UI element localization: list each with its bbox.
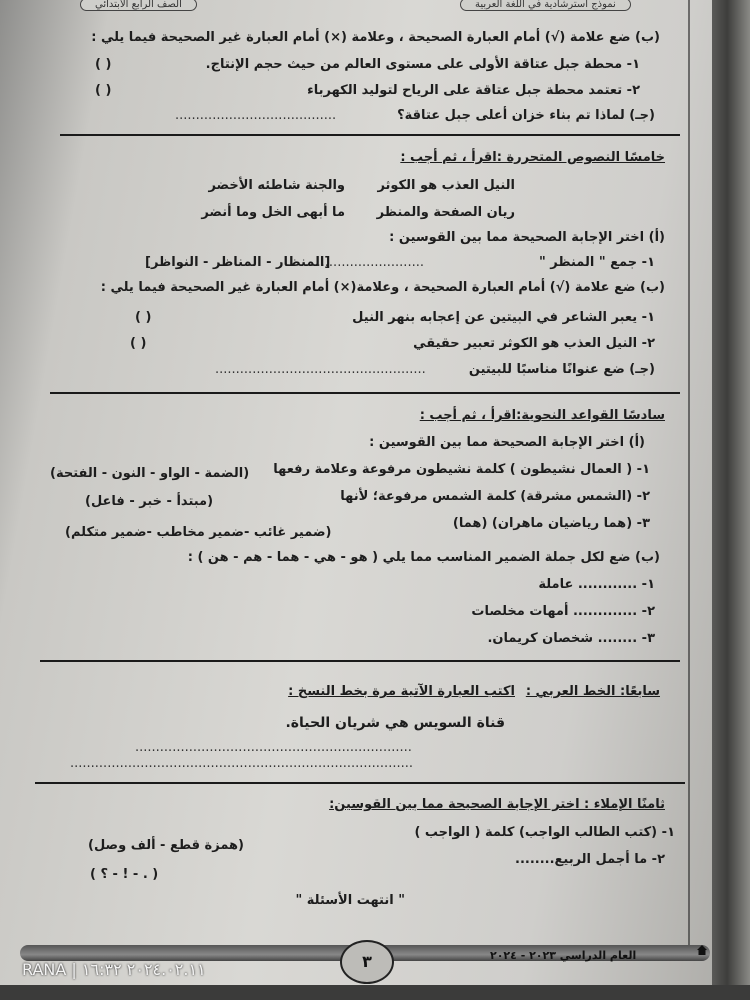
answer-dots: .............................. xyxy=(300,255,424,270)
header-grade-label: الصف الرابع الابتدائي xyxy=(80,0,197,11)
section5-b-item-1: ١- يعبر الشاعر في البيتين عن إعجابه بنهر النيل xyxy=(352,310,655,325)
section5-c: (جـ) ضع عنوانًا مناسبًا للبيتين xyxy=(468,362,655,377)
section8-title: ثامنًا الإملاء : اختر الإجابة الصحيحة مما بين القوسين: xyxy=(329,797,665,812)
section5-b-item-2: ٢- النيل العذب هو الكوثر تعبير حقيقي xyxy=(413,336,655,351)
poem-line-1-left: والجنة شاطئه الأخضر xyxy=(208,178,345,193)
section-divider xyxy=(35,782,685,784)
section-b1-title: (ب) ضع علامة (√) أمام العبارة الصحيحة ، وعلامة (×) أمام العبارة غير الصحيحة فيما يلي : xyxy=(91,30,660,45)
home-icon xyxy=(696,944,708,956)
writing-line: ................................................................................... xyxy=(70,756,413,771)
bottom-strip xyxy=(0,985,750,1000)
section6-b-item-3: ٣- ........ شخصان كريمان. xyxy=(487,631,655,646)
section6-a-item-1: ١- ( العمال نشيطون ) كلمة نشيطون مرفوعة وعلامة رفعها xyxy=(273,462,650,477)
section6-a-item-3: ٣- (هما رياضيان ماهران) (هما) xyxy=(452,516,650,531)
camera-watermark: RANA | ٢٠٢٤.٠٢.١١ ١٦:٣٢ xyxy=(22,960,206,979)
page-number: ٣ xyxy=(340,940,394,984)
section6-b-item-2: ٢- ............. أمهات مخلصات xyxy=(471,604,655,619)
answer-paren: ( ) xyxy=(130,336,147,351)
section5-title: خامسًا النصوص المتحررة :اقرأ ، ثم أجب : xyxy=(400,150,665,165)
section8-item-2: ٢- ما أجمل الربيع........ xyxy=(515,852,665,867)
section6-b-title: (ب) ضع لكل جملة الضمير المناسب مما يلي ( هو - هي - هما - هم - هن ) : xyxy=(187,550,660,565)
section5-a-choices: [المنظار - المناظر - النواظر] xyxy=(145,255,331,270)
writing-line: ................................................................... xyxy=(135,740,412,755)
answer-dots: ................................................... xyxy=(215,362,426,377)
section-b1-item-2: ٢- تعتمد محطة جبل عتاقة على الرياح لتوليد الكهرباء xyxy=(307,83,640,98)
section8-choices-1: (همزة قطع - ألف وصل) xyxy=(88,838,244,853)
poem-line-1-right: النيل العذب هو الكوثر xyxy=(377,178,515,193)
section6-a-choices-2: (مبتدأ - خبر - فاعل) xyxy=(85,494,214,509)
section-b1-item-1: ١- محطة جبل عتاقة الأولى على مستوى العالم من حيث حجم الإنتاج. xyxy=(205,57,640,72)
margin-line xyxy=(688,0,690,960)
section7-sentence: قناة السويس هي شريان الحياة. xyxy=(285,715,505,731)
section5-b-title: (ب) ضع علامة (√) أمام العبارة الصحيحة ، وعلامة(×) أمام العبارة غير الصحيحة فيما يلي : xyxy=(100,280,665,295)
section6-b-item-1: ١- ............ عاملة xyxy=(538,577,655,592)
poem-line-2-right: ريان الصفحة والمنظر xyxy=(376,205,515,220)
end-of-questions: " انتهت الأسئلة " xyxy=(295,893,405,908)
section6-a-choices-1: (الضمة - الواو - النون - الفتحة) xyxy=(50,466,250,481)
section8-choices-2: ( . - ! - ؟ ) xyxy=(90,867,159,882)
section6-a-choices-3: (ضمير غائب -ضمير مخاطب -ضمير متكلم) xyxy=(65,525,332,540)
answer-paren: ( ) xyxy=(95,57,112,72)
section6-a-title: (أ) اختر الإجابة الصحيحة مما بين القوسين : xyxy=(369,435,645,450)
section7-instruction: اكتب العبارة الآتية مرة بخط النسخ : xyxy=(288,684,515,699)
section7-title: سابعًا: الخط العربي : xyxy=(525,684,660,699)
section6-title: سادسًا القواعد النحوية:اقرأ ، ثم أجب : xyxy=(419,408,665,423)
section5-a-item: ١- جمع " المنظر " xyxy=(538,255,655,270)
section5-a-title: (أ) اختر الإجابة الصحيحة مما بين القوسين : xyxy=(389,230,665,245)
answer-paren: ( ) xyxy=(135,310,152,325)
answer-dots: ....................................... xyxy=(175,108,337,123)
section-divider xyxy=(40,660,680,662)
section6-a-item-2: ٢- (الشمس مشرقة) كلمة الشمس مرفوعة؛ لأنها xyxy=(340,489,650,504)
section8-item-1: ١- (كتب الطالب الواجب) كلمة ( الواجب ) xyxy=(414,825,675,840)
section-b1-question-c: (جـ) لماذا تم بناء خزان أعلى جبل عتاقة؟ xyxy=(397,108,655,123)
poem-line-2-left: ما أبهى الخل وما أنضر xyxy=(201,205,345,220)
answer-paren: ( ) xyxy=(95,83,112,98)
academic-year: العام الدراسي ٢٠٢٣ - ٢٠٢٤ xyxy=(490,949,637,962)
header-exam-label: نموذج استرشادية في اللغة العربية xyxy=(460,0,631,11)
section-divider xyxy=(50,392,680,394)
section-divider xyxy=(60,134,680,136)
page-edge-shadow xyxy=(712,0,750,1000)
